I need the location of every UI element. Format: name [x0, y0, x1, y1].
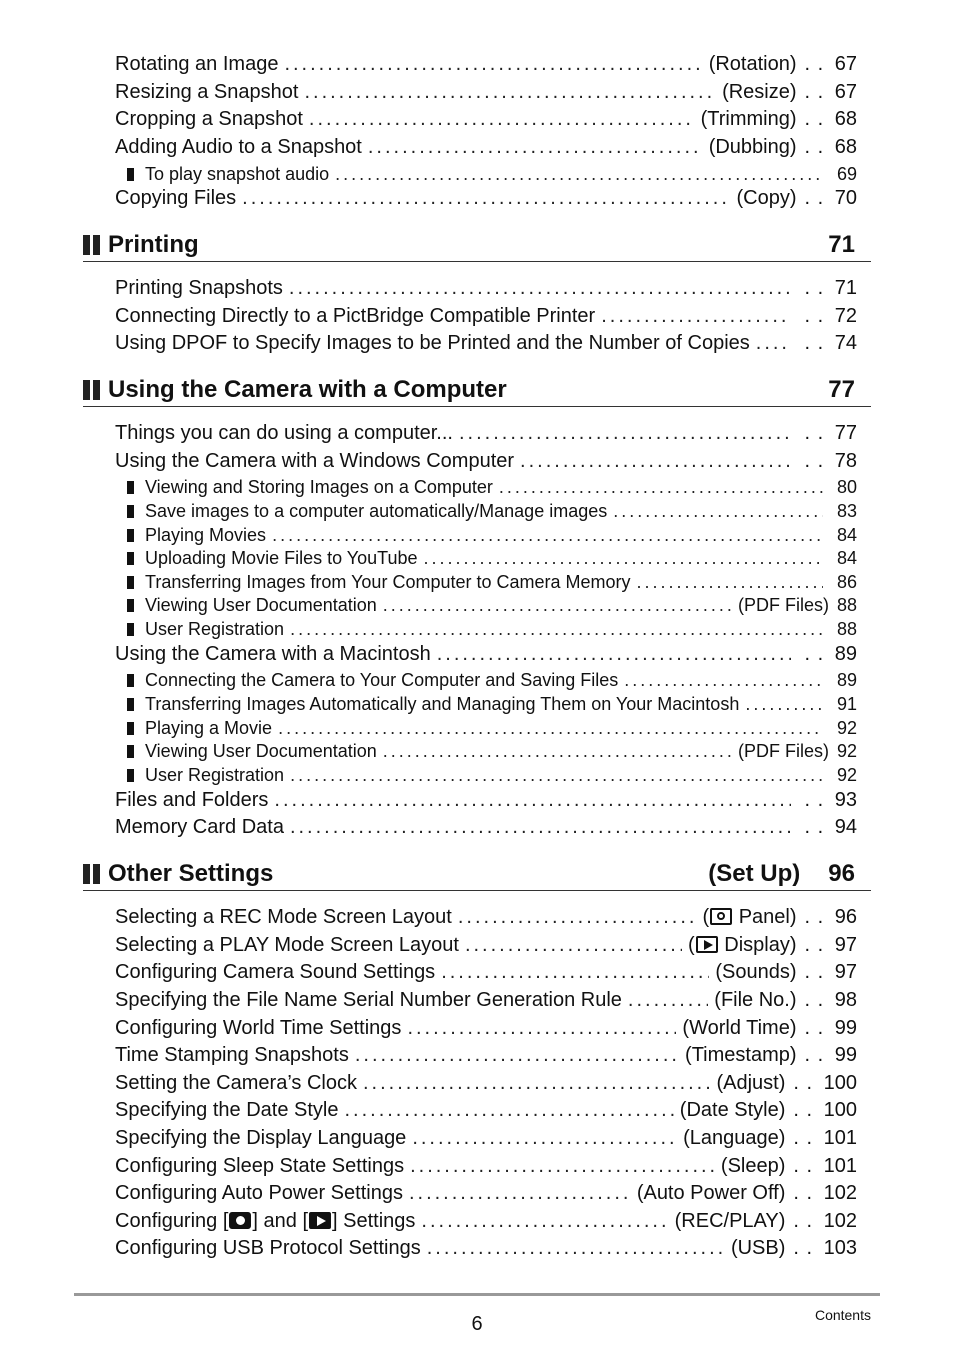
- entry-label: Configuring Sleep State Settings: [115, 1155, 405, 1177]
- toc-entry[interactable]: [115, 906, 857, 932]
- bullet-icon: [127, 576, 134, 589]
- bullet-icon: [127, 722, 134, 735]
- entry-label: Viewing User Documentation: [145, 595, 377, 615]
- entry-label: Printing Snapshots: [115, 277, 283, 299]
- entry-extra: (Rotation): [708, 53, 797, 75]
- entry-page: . . 101: [793, 1155, 857, 1178]
- entry-page: . . 72: [805, 305, 857, 328]
- section-page: 77: [828, 376, 855, 403]
- toc-entry[interactable]: [115, 1182, 857, 1208]
- bullet-icon: [127, 481, 134, 494]
- entry-page: 88: [836, 619, 857, 639]
- entry-label: Using the Camera with a Windows Computer: [115, 450, 515, 472]
- section-title: Using the Camera with a Computer: [108, 376, 507, 403]
- entry-extra: (PDF Files): [737, 595, 829, 615]
- entry-page: . . 71: [805, 277, 857, 300]
- section-marker-icon: [83, 235, 100, 255]
- toc-subentry[interactable]: [127, 619, 857, 642]
- toc-entry[interactable]: [115, 136, 857, 162]
- entry-page: . . 74: [805, 332, 857, 355]
- section-heading-settings[interactable]: [83, 858, 871, 891]
- entry-label: Configuring USB Protocol Settings: [115, 1237, 421, 1259]
- entry-label: Using DPOF to Specify Images to be Printed and the Number of Copies: [115, 332, 750, 354]
- section-setup-label: (Set Up): [708, 860, 801, 887]
- entry-page: . . 93: [805, 789, 857, 812]
- entry-page: 80: [836, 477, 857, 497]
- toc-entry[interactable]: [115, 1155, 857, 1181]
- toc-entry[interactable]: [115, 989, 857, 1015]
- entry-page: 84: [836, 525, 857, 545]
- entry-extra: (Date Style): [679, 1099, 786, 1121]
- toc-subentry[interactable]: [127, 765, 857, 788]
- bullet-icon: [127, 552, 134, 565]
- toc-entry[interactable]: [115, 1127, 857, 1153]
- entry-label: Save images to a computer automatically/Manage images: [145, 501, 608, 521]
- toc-subentry[interactable]: [127, 572, 857, 595]
- entry-extra: (PDF Files): [737, 741, 829, 761]
- section-title: Other Settings: [108, 860, 274, 887]
- entry-label: Transferring Images from Your Computer to Camera Memory: [145, 572, 631, 592]
- bullet-icon: [127, 168, 134, 181]
- section-marker-icon: [83, 864, 100, 884]
- section-page: 96: [828, 860, 855, 887]
- entry-page: . . 67: [805, 81, 857, 104]
- toc-entry[interactable]: [115, 789, 857, 815]
- entry-label: To play snapshot audio: [145, 164, 330, 184]
- bullet-icon: [127, 769, 134, 782]
- toc-entry[interactable]: [115, 1099, 857, 1125]
- entry-label: Cropping a Snapshot: [115, 108, 303, 130]
- entry-extra: (Sleep): [720, 1155, 786, 1177]
- toc-entry[interactable]: [115, 81, 857, 107]
- toc-entry[interactable]: [115, 1072, 857, 1098]
- entry-extra: ( Panel): [702, 906, 797, 928]
- toc-entry[interactable]: [115, 450, 857, 476]
- entry-label: Uploading Movie Files to YouTube: [145, 548, 418, 568]
- toc-entry[interactable]: [115, 332, 857, 358]
- entry-label: Selecting a REC Mode Screen Layout: [115, 906, 452, 928]
- entry-label: Configuring Camera Sound Settings: [115, 961, 436, 983]
- contents-link[interactable]: Contents: [814, 1307, 871, 1323]
- entry-page: . . 100: [793, 1099, 857, 1122]
- entry-extra: (Resize): [722, 81, 797, 103]
- entry-label: Specifying the Display Language: [115, 1127, 407, 1149]
- toc-entry[interactable]: [115, 277, 857, 303]
- entry-label: Configuring [ ] and [ ] Settings: [115, 1210, 416, 1232]
- entry-extra: (World Time): [682, 1017, 797, 1039]
- entry-page: 86: [836, 572, 857, 592]
- entry-page: 84: [836, 548, 857, 568]
- entry-label: Things you can do using a computer...: [115, 422, 453, 444]
- toc-subentry[interactable]: [127, 477, 857, 500]
- entry-page: . . 103: [793, 1237, 857, 1260]
- entry-extra: (File No.): [714, 989, 797, 1011]
- entry-label: Memory Card Data: [115, 816, 284, 838]
- entry-page: . . 101: [793, 1127, 857, 1150]
- entry-page: . . 102: [793, 1182, 857, 1205]
- toc-subentry[interactable]: [127, 718, 857, 741]
- entry-label: Time Stamping Snapshots: [115, 1044, 349, 1066]
- entry-label: Specifying the Date Style: [115, 1099, 339, 1121]
- entry-page: . . 99: [805, 1044, 857, 1067]
- entry-label: Resizing a Snapshot: [115, 81, 299, 103]
- entry-page: . . 89: [805, 643, 857, 666]
- section-heading-computer[interactable]: [83, 374, 871, 407]
- entry-page: 92: [836, 718, 857, 738]
- entry-page: . . 98: [805, 989, 857, 1012]
- entry-page: . . 100: [793, 1072, 857, 1095]
- entry-label: Playing Movies: [145, 525, 267, 545]
- play-icon: [309, 1212, 331, 1229]
- toc-entry[interactable]: [115, 934, 857, 960]
- toc-subentry[interactable]: [127, 741, 857, 764]
- entry-extra: (Copy): [736, 187, 797, 209]
- entry-page: 89: [836, 670, 857, 690]
- entry-page: . . 70: [805, 187, 857, 210]
- entry-page: . . 102: [793, 1210, 857, 1233]
- bullet-icon: [127, 623, 134, 636]
- footer-divider: [74, 1293, 880, 1296]
- toc-entry[interactable]: [115, 108, 857, 134]
- page-number: 6: [471, 1313, 483, 1335]
- entry-page: 92: [836, 765, 857, 785]
- toc-subentry[interactable]: [127, 595, 857, 618]
- entry-extra: (Dubbing): [708, 136, 797, 158]
- entry-label: Using the Camera with a Macintosh: [115, 643, 431, 665]
- toc-subentry[interactable]: [127, 670, 857, 693]
- entry-label: User Registration: [145, 619, 285, 639]
- entry-extra: ( Display): [688, 934, 797, 956]
- toc-entry[interactable]: [115, 53, 857, 79]
- toc-subentry[interactable]: [127, 501, 857, 524]
- entry-extra: (Trimming): [700, 108, 797, 130]
- camera-icon: [229, 1212, 251, 1229]
- entry-page: . . 99: [805, 1017, 857, 1040]
- bullet-icon: [127, 505, 134, 518]
- toc-subentry[interactable]: [127, 164, 857, 187]
- entry-label: Setting the Camera’s Clock: [115, 1072, 357, 1094]
- entry-label: Configuring Auto Power Settings: [115, 1182, 403, 1204]
- entry-page: . . 78: [805, 450, 857, 473]
- toc-subentry[interactable]: [127, 694, 857, 717]
- bullet-icon: [127, 698, 134, 711]
- entry-page: . . 94: [805, 816, 857, 839]
- entry-label: Adding Audio to a Snapshot: [115, 136, 362, 158]
- toc-subentry[interactable]: [127, 525, 857, 548]
- entry-page: 88: [836, 595, 857, 615]
- entry-extra: (REC/PLAY): [674, 1210, 786, 1232]
- entry-page: . . 67: [805, 53, 857, 76]
- toc-entry[interactable]: [115, 1237, 857, 1263]
- entry-label: Playing a Movie: [145, 718, 273, 738]
- entry-extra: (USB): [730, 1237, 786, 1259]
- entry-page: . . 68: [805, 108, 857, 131]
- section-marker-icon: [83, 380, 100, 400]
- section-title: Printing: [108, 231, 199, 258]
- bullet-icon: [127, 745, 134, 758]
- entry-label: Viewing and Storing Images on a Computer: [145, 477, 493, 497]
- entry-page: 69: [836, 164, 857, 184]
- bullet-icon: [127, 674, 134, 687]
- entry-label: Connecting the Camera to Your Computer and Saving Files: [145, 670, 619, 690]
- toc-entry[interactable]: [115, 1044, 857, 1070]
- bullet-icon: [127, 529, 134, 542]
- section-heading-printing[interactable]: [83, 229, 871, 262]
- toc-entry[interactable]: [115, 643, 857, 669]
- entry-extra: (Auto Power Off): [636, 1182, 786, 1204]
- entry-page: . . 96: [805, 906, 857, 929]
- entry-label: Connecting Directly to a PictBridge Compatible Printer: [115, 305, 596, 327]
- entry-label: Viewing User Documentation: [145, 741, 377, 761]
- entry-label: Specifying the File Name Serial Number Generation Rule: [115, 989, 622, 1011]
- entry-label: Transferring Images Automatically and Managing Them on Your Macintosh: [145, 694, 740, 714]
- entry-extra: (Sounds): [715, 961, 797, 983]
- entry-extra: (Language): [683, 1127, 786, 1149]
- toc-entry[interactable]: [115, 961, 857, 987]
- toc-entry[interactable]: [115, 305, 857, 331]
- rec-panel-icon: [710, 908, 732, 925]
- entry-label: Files and Folders: [115, 789, 269, 811]
- toc-entry[interactable]: [115, 1017, 857, 1043]
- entry-label: Configuring World Time Settings: [115, 1017, 402, 1039]
- entry-page: . . 97: [805, 961, 857, 984]
- entry-page: 91: [836, 694, 857, 714]
- play-display-icon: [696, 936, 718, 953]
- entry-label: User Registration: [145, 765, 285, 785]
- entry-page: . . 97: [805, 934, 857, 957]
- toc-subentry[interactable]: [127, 548, 857, 571]
- section-page: 71: [828, 231, 855, 258]
- entry-label: Copying Files: [115, 187, 237, 209]
- toc-entry[interactable]: [115, 816, 857, 842]
- toc-entry[interactable]: [115, 1210, 857, 1236]
- entry-label: Rotating an Image: [115, 53, 279, 75]
- toc-entry[interactable]: [115, 187, 857, 213]
- entry-extra: (Timestamp): [685, 1044, 797, 1066]
- toc-entry[interactable]: [115, 422, 857, 448]
- entry-page: . . 77: [805, 422, 857, 445]
- entry-page: 83: [836, 501, 857, 521]
- entry-page: . . 68: [805, 136, 857, 159]
- entry-extra: (Adjust): [716, 1072, 786, 1094]
- bullet-icon: [127, 599, 134, 612]
- entry-label: Selecting a PLAY Mode Screen Layout: [115, 934, 459, 956]
- entry-page: 92: [836, 741, 857, 761]
